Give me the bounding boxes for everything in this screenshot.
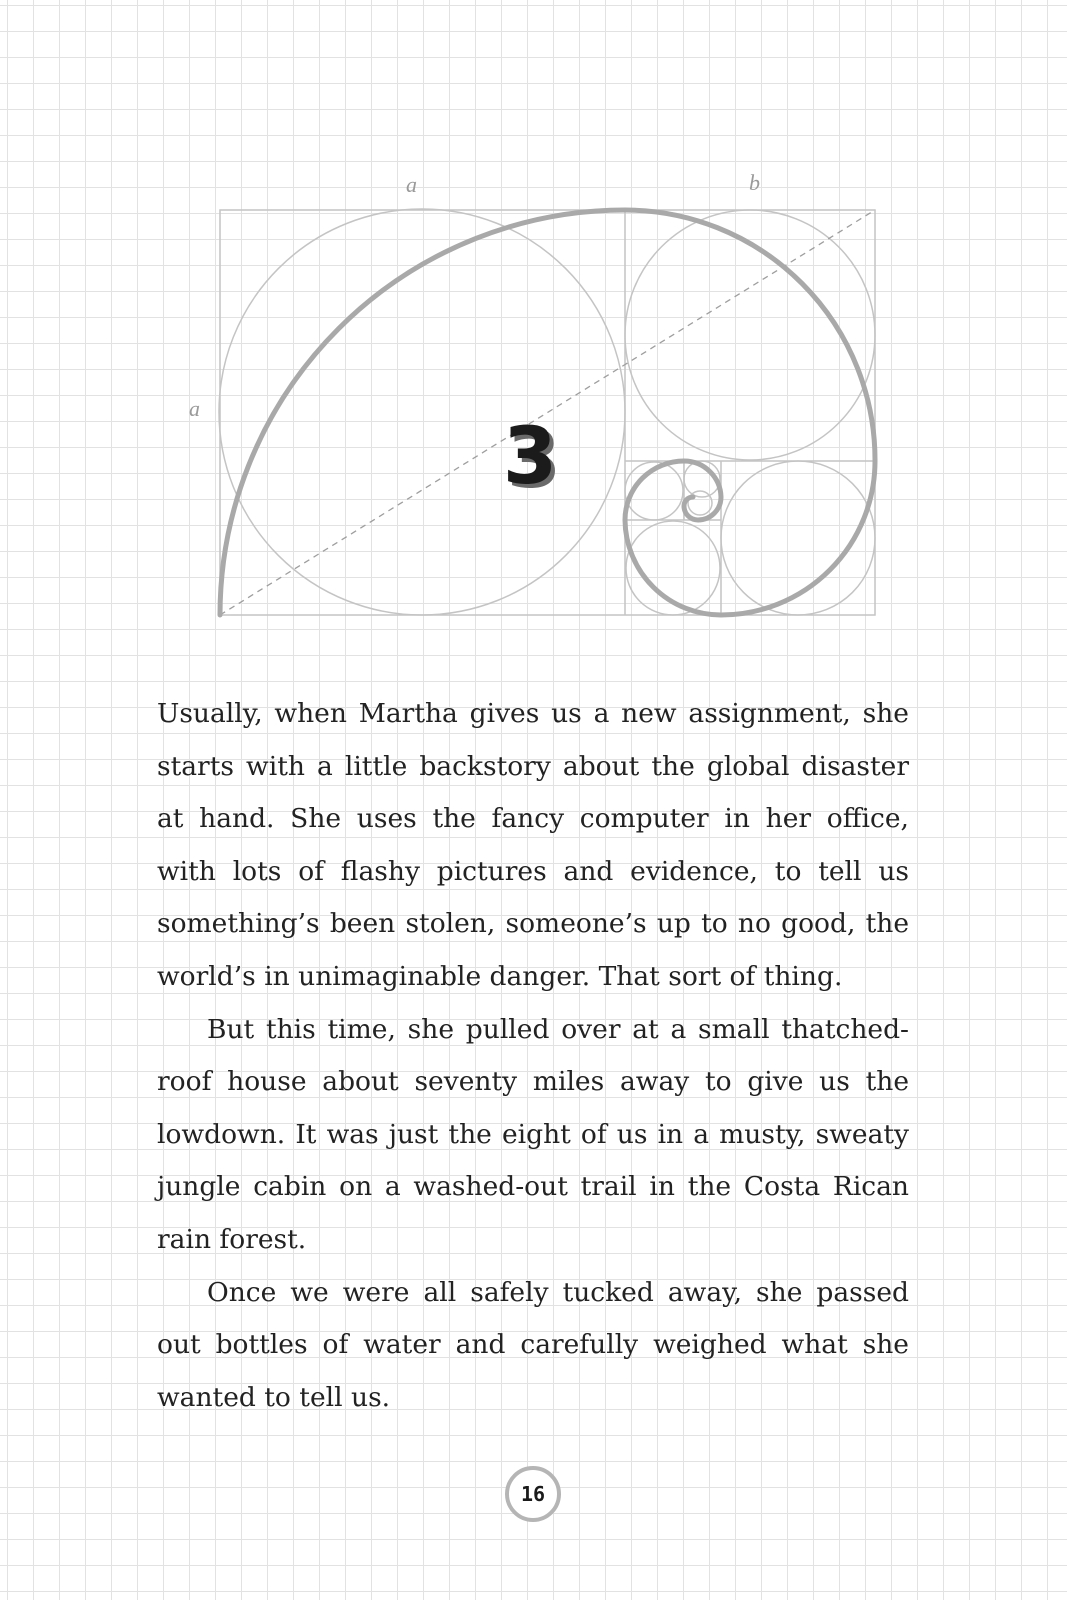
chapter-number: 3 <box>502 412 558 502</box>
paragraph-3: Once we were all safely tucked away, she passed out bottles of water and carefully weighed what she wanted to tell us. <box>157 1276 909 1413</box>
label-a-top: a <box>406 172 417 197</box>
label-b-top: b <box>749 170 760 195</box>
page-number: 16 <box>520 1482 546 1506</box>
body-text <box>157 688 909 1424</box>
page-number-badge <box>505 1466 561 1522</box>
paragraph-1: Usually, when Martha gives us a new assignment, she starts with a little backstory about the global disaster at hand. She uses the fancy computer in her office, with lots of flashy pictures and evidence, to tell us something’s been stolen, someone’s up to no good, the world’s in unimaginable danger. That sort of thing. <box>157 698 909 992</box>
golden-ratio-diagram <box>0 0 1067 650</box>
label-a-left: a <box>189 396 200 421</box>
paragraph-2: But this time, she pulled over at a small thatched-roof house about seventy miles away to give us the lowdown. It was just the eight of us in a musty, sweaty jungle cabin on a washed-out trail in the Costa Rican rain forest. <box>157 1013 909 1255</box>
circle-medium <box>625 210 875 460</box>
circle-large <box>219 209 625 615</box>
